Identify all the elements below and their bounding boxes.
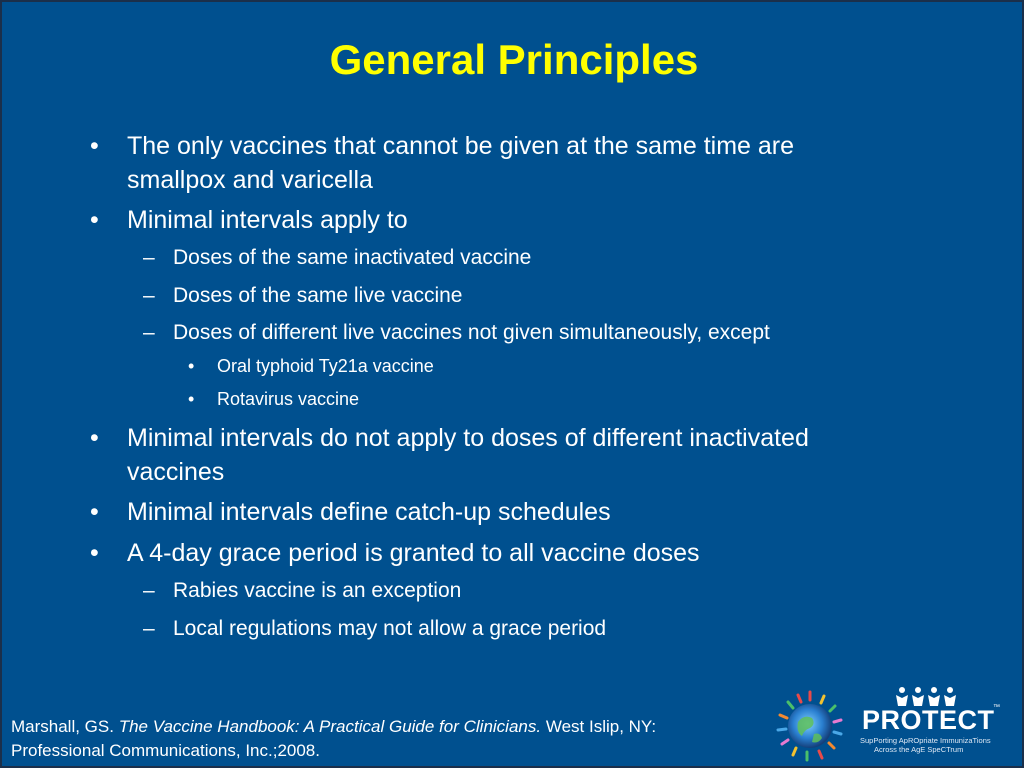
sub-bullet-text: Doses of the same live vaccine bbox=[173, 284, 463, 307]
sub-bullet-marker: – bbox=[143, 579, 155, 602]
bullet-marker: • bbox=[90, 539, 99, 567]
bullet-text: The only vaccines that cannot be given at the same time are bbox=[127, 132, 795, 160]
sub-bullet-marker: – bbox=[143, 617, 155, 640]
sub-bullet-text: Doses of different live vaccines not given simultaneously, except bbox=[173, 321, 770, 344]
bullet-text: A 4-day grace period is granted to all vaccine doses bbox=[127, 539, 700, 567]
sub-sub-bullet-marker: • bbox=[188, 356, 195, 376]
bullet-text: Minimal intervals define catch-up schedules bbox=[127, 498, 611, 526]
sub-bullet-marker: – bbox=[143, 284, 155, 307]
sub-sub-bullet-marker: • bbox=[188, 389, 195, 409]
people-icon bbox=[894, 686, 960, 706]
bullet-marker: • bbox=[90, 424, 99, 452]
logo-wordmark: PROTECT bbox=[862, 705, 995, 735]
bullet-text: vaccines bbox=[127, 458, 225, 486]
slide-title: General Principles bbox=[329, 36, 699, 83]
citation bbox=[11, 715, 781, 763]
bullet-marker: • bbox=[90, 132, 99, 160]
citation-author: Marshall, GS. bbox=[11, 717, 114, 736]
citation-place: West Islip, NY: bbox=[545, 717, 657, 736]
sub-bullet-text: Local regulations may not allow a grace period bbox=[173, 617, 607, 640]
citation-publisher: Professional Communications, Inc.;2008. bbox=[11, 741, 320, 760]
sub-bullet-text: Doses of the same inactivated vaccine bbox=[173, 246, 532, 269]
sub-bullet-marker: – bbox=[143, 246, 155, 269]
bullet-text: Minimal intervals do not apply to doses of different inactivated bbox=[127, 424, 809, 452]
citation-book-title: The Vaccine Handbook: A Practical Guide for Clinicians. bbox=[118, 717, 542, 736]
bullet-marker: • bbox=[90, 498, 99, 526]
sub-bullet-marker: – bbox=[143, 321, 155, 344]
logo-trademark: ™ bbox=[993, 704, 1000, 711]
bullet-text: Minimal intervals apply to bbox=[127, 206, 408, 234]
bullet-marker: • bbox=[90, 206, 99, 234]
globe-logo-icon bbox=[774, 688, 846, 764]
sub-bullet-text: Rabies vaccine is an exception bbox=[173, 579, 462, 602]
bullet-text: smallpox and varicella bbox=[127, 166, 373, 194]
logo-tagline-1: SupPorting ApROpriate ImmunizaTions bbox=[860, 736, 991, 745]
sub-sub-bullet-text: Rotavirus vaccine bbox=[217, 389, 360, 409]
sub-sub-bullet-text: Oral typhoid Ty21a vaccine bbox=[217, 356, 434, 376]
logo-tagline-2: Across the AgE SpeCTrum bbox=[874, 745, 964, 754]
